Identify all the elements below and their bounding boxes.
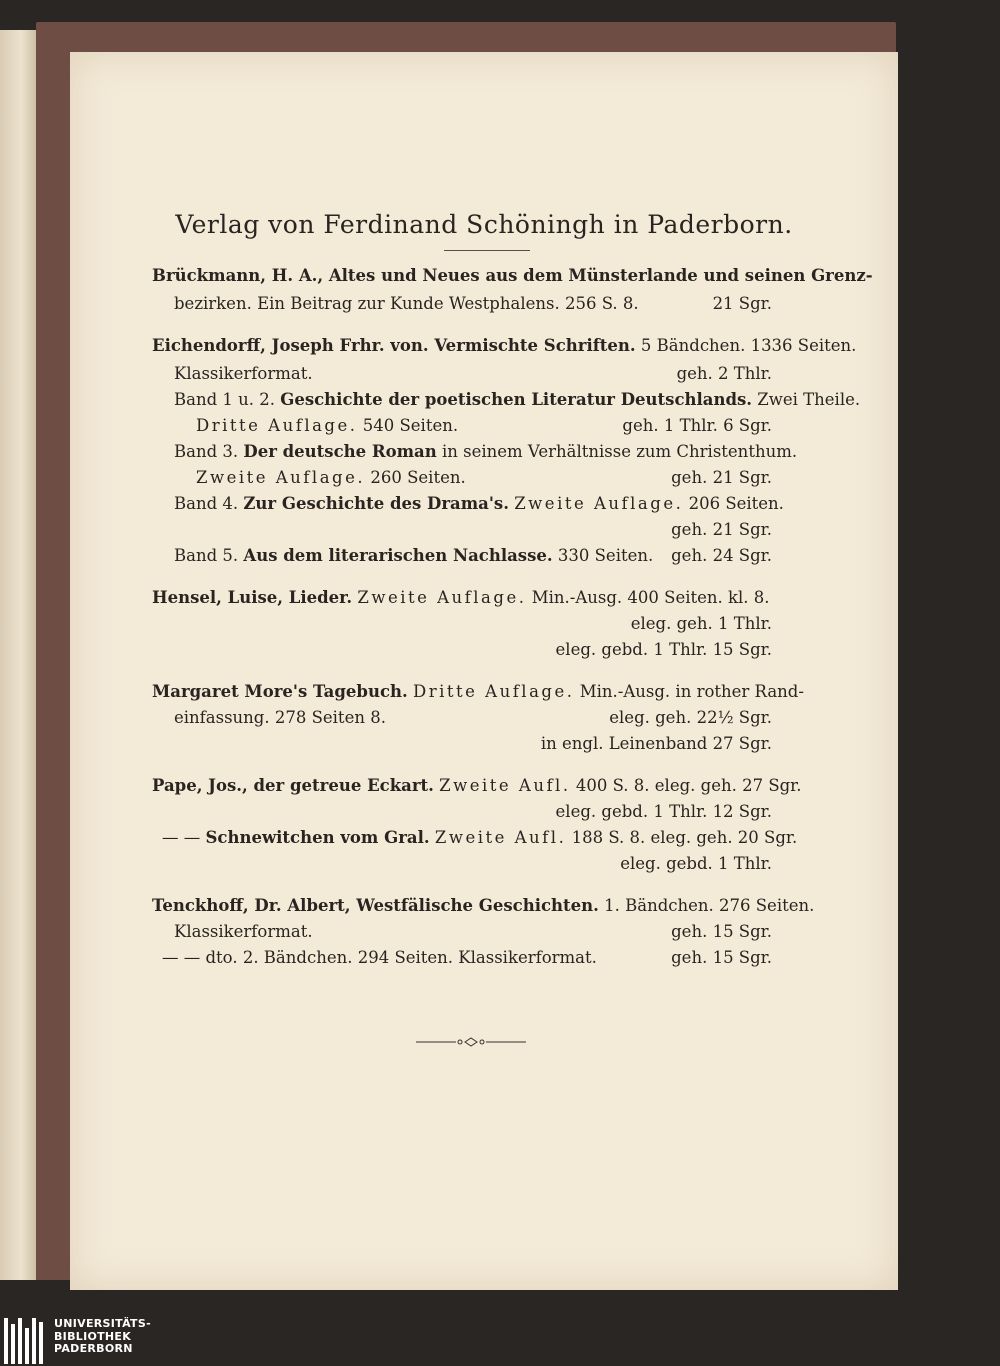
entry-line — [174, 922, 313, 942]
entry-price: geh. 21 Sgr. — [671, 520, 772, 539]
entry-line — [162, 948, 597, 968]
entry-price: geh. 24 Sgr. — [671, 546, 772, 565]
entry-text: 1. Bändchen. 276 Seiten. — [604, 896, 815, 915]
entry-line — [152, 776, 802, 796]
edition-note: Zweite Auflage. — [196, 468, 366, 487]
title-rule — [444, 250, 530, 251]
entry-line — [174, 494, 784, 514]
entry-price: geh. 15 Sgr. — [671, 922, 772, 941]
entry-text: Zwei Theile. — [757, 390, 861, 409]
entry-author: Eichendorff, Joseph Frhr. von. Vermischte Schriften. — [152, 336, 636, 355]
entry-line — [152, 682, 804, 702]
entry-line — [152, 336, 856, 356]
entry-price: in engl. Leinenband 27 Sgr. — [540, 734, 772, 753]
entry-price: 21 Sgr. — [712, 294, 772, 313]
entry-line — [174, 708, 386, 728]
entry-price: geh. 15 Sgr. — [671, 948, 772, 967]
entry-line — [152, 266, 873, 286]
entry-author: Brückmann, H. A., Altes und Neues aus dem Münsterlande und seinen Grenz- — [152, 266, 873, 285]
band-title: Geschichte der poetischen Literatur Deutschlands. — [280, 390, 753, 409]
entry-price: eleg. geh. 22½ Sgr. — [609, 708, 772, 727]
entry-text: 188 S. 8. eleg. geh. 20 Sgr. — [571, 828, 798, 847]
entry-price: geh. 2 Thlr. — [676, 364, 772, 383]
edition-note: Zweite Aufl. — [439, 776, 571, 795]
entry-text: 260 Seiten. — [370, 468, 466, 487]
entry-text: Klassikerformat. — [174, 364, 313, 383]
logo-line-1: UNIVERSITÄTS- — [54, 1317, 151, 1330]
edition-note: Zweite Aufl. — [434, 828, 567, 847]
ditto-mark: — — — [162, 828, 201, 847]
band-label: Band 1 u. 2. — [174, 390, 275, 409]
book-page — [70, 52, 898, 1290]
edition-note: Zweite Auflage. — [514, 494, 684, 513]
entry-line — [162, 828, 797, 848]
entry-price: geh. 1 Thlr. 6 Sgr. — [622, 416, 772, 435]
entry-text: Min.-Ausg. in rother Rand- — [579, 682, 804, 701]
entry-text: Klassikerformat. — [174, 922, 313, 941]
band-title: Zur Geschichte des Drama's. — [243, 494, 509, 513]
entry-line — [174, 390, 860, 410]
band-label: Band 3. — [174, 442, 239, 461]
entry-text: — — dto. 2. Bändchen. 294 Seiten. Klassikerformat. — [162, 948, 597, 967]
entry-line — [152, 896, 814, 916]
book-cover-board — [36, 22, 896, 1280]
edition-note: Dritte Auflage. — [412, 682, 575, 701]
entry-line — [152, 588, 770, 608]
entry-line — [196, 468, 466, 488]
entry-price: geh. 21 Sgr. — [671, 468, 772, 487]
entry-price: eleg. gebd. 1 Thlr. 15 Sgr. — [555, 640, 772, 659]
entry-line — [174, 364, 313, 384]
entry-text: 206 Seiten. — [688, 494, 784, 513]
entry-text: 330 Seiten. — [557, 546, 654, 565]
entry-price: eleg. gebd. 1 Thlr. 12 Sgr. — [555, 802, 772, 821]
entry-line — [174, 294, 639, 314]
entry-title: Schnewitchen vom Gral. — [205, 828, 430, 847]
library-logo-icon — [4, 1318, 46, 1364]
entry-author: Pape, Jos., der getreue Eckart. — [152, 776, 434, 795]
entry-text: 400 S. 8. eleg. geh. 27 Sgr. — [575, 776, 802, 795]
entry-text: 5 Bändchen. 1336 Seiten. — [640, 336, 857, 355]
entry-line — [174, 442, 797, 462]
entry-author: Margaret More's Tagebuch. — [152, 682, 408, 701]
entry-text: in seinem Verhältnisse zum Christenthum. — [441, 442, 798, 461]
logo-line-2: BIBLIOTHEK — [54, 1329, 132, 1343]
entry-text: Min.-Ausg. 400 Seiten. kl. 8. — [531, 588, 770, 607]
page-title: Verlag von Ferdinand Schöningh in Paderborn. — [175, 210, 793, 239]
entry-author: Hensel, Luise, Lieder. — [152, 588, 353, 607]
edition-note: Zweite Auflage. — [357, 588, 527, 607]
entry-author: Tenckhoff, Dr. Albert, Westfälische Geschichten. — [152, 896, 599, 915]
library-logo — [0, 1316, 200, 1366]
band-title: Aus dem literarischen Nachlasse. — [243, 546, 553, 565]
entry-price: eleg. gebd. 1 Thlr. — [620, 854, 772, 873]
edition-note: Dritte Auflage. — [196, 416, 358, 435]
entry-line — [174, 546, 653, 566]
left-page-edge — [0, 30, 38, 1280]
page-content — [70, 52, 898, 1290]
logo-line-3: PADERBORN — [54, 1342, 133, 1355]
band-title: Der deutsche Roman — [243, 442, 437, 461]
entry-text: bezirken. Ein Beitrag zur Kunde Westphalens. 256 S. 8. — [174, 294, 639, 313]
entry-text: einfassung. 278 Seiten 8. — [174, 708, 386, 727]
band-label: Band 4. — [174, 494, 239, 513]
entry-price: eleg. geh. 1 Thlr. — [630, 614, 772, 633]
entry-text: 540 Seiten. — [362, 416, 459, 435]
entry-line — [196, 416, 458, 436]
ornament-divider — [416, 1036, 526, 1048]
band-label: Band 5. — [174, 546, 239, 565]
